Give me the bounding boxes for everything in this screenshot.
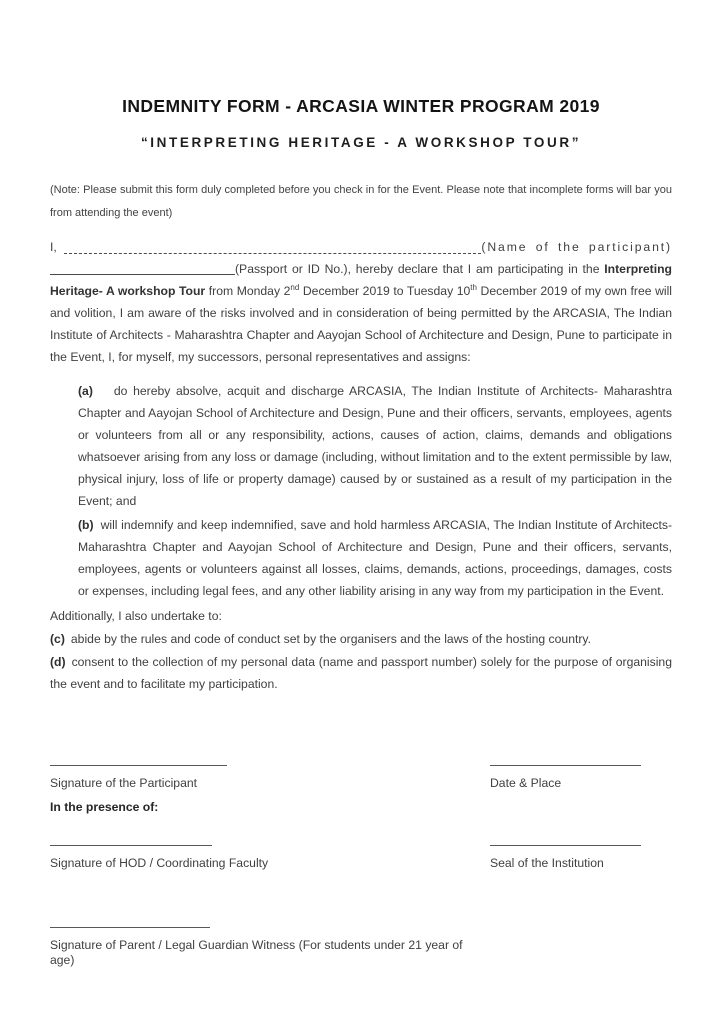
- event-name-text: Interpreting Heritage- A workshop Tour: [50, 261, 672, 298]
- clause-b: [78, 514, 672, 602]
- signature-row-1: [50, 765, 672, 814]
- clause-c-label: (c): [50, 631, 65, 646]
- ordinal-superscript-th: th: [470, 282, 477, 292]
- hod-signature-block: [50, 845, 490, 871]
- participant-signature-block: [50, 765, 490, 814]
- hod-signature-line[interactable]: [50, 845, 212, 846]
- clause-a-label: (a): [78, 383, 93, 398]
- ordinal-superscript-nd: nd: [290, 282, 300, 292]
- signature-row-2: [50, 845, 672, 871]
- declaration-paragraph: [50, 236, 672, 368]
- guardian-signature-label: Signature of Parent / Legal Guardian Witness (For students under 21 year of age): [50, 937, 463, 967]
- page-subtitle: “INTERPRETING HERITAGE - A WORKSHOP TOUR”: [140, 134, 582, 150]
- clause-b-text: will indemnify and keep indemnified, save and hold harmless ARCASIA, The Indian Institute of Architects- Maharashtra Chapter and Aayojan School of Architecture and Design, Pune and their officers, servants, employees, agents or volunteers against all losses, claims, demands, actions, proceedings, damages, costs or expenses, including legal fees, and any other liability arising in any way from my participation in the Event.: [78, 517, 672, 598]
- signature-section: [50, 765, 672, 967]
- participant-signature-label: Signature of the Participant: [50, 775, 198, 790]
- date-run-1-text: from Monday 2: [205, 283, 291, 298]
- clause-d-text: consent to the collection of my personal data (name and passport number) solely for the purpose of organising the event and to facilitate my participation.: [50, 654, 672, 691]
- clause-d: [50, 651, 672, 695]
- declaration-body: [50, 258, 672, 368]
- clause-b-label: (b): [78, 517, 94, 532]
- additional-intro: Additionally, I also undertake to:: [50, 608, 222, 623]
- seal-block: [490, 845, 672, 871]
- name-line: [50, 236, 672, 258]
- participant-name-field[interactable]: [64, 236, 482, 254]
- closing-run-text: December 2019 of my own free will and volition, I am aware of the risks involved and in consideration of being permitted by the ARCASIA, The Indian Institute of Architects - Maharashtra Chapter and Aayojan School of Architecture and Design, Pune to participate in the Event, I, for myself, my successors, personal representatives and assigns:: [50, 283, 672, 364]
- participant-signature-line[interactable]: [50, 765, 227, 766]
- passport-run-text: (Passport or ID No.), hereby declare that I am participating in the: [235, 261, 605, 276]
- guardian-signature-block: [50, 927, 490, 967]
- signature-row-3: [50, 927, 672, 967]
- clause-d-label: (d): [50, 654, 66, 669]
- presence-label: In the presence of:: [50, 799, 159, 814]
- date-place-block: [490, 765, 672, 814]
- declaration-prefix: I,: [50, 239, 57, 254]
- date-run-2-text: December 2019 to Tuesday 10: [299, 283, 471, 298]
- date-place-line[interactable]: [490, 765, 641, 766]
- note-text: (Note: Please submit this form duly completed before you check in for the Event. Please note that incomplete forms will bar you from attending the event): [50, 183, 672, 219]
- passport-id-field[interactable]: [50, 262, 235, 275]
- clause-c: [50, 628, 672, 650]
- guardian-signature-line[interactable]: [50, 927, 210, 928]
- name-field-label: (Name of the participant): [481, 239, 672, 254]
- date-place-label: Date & Place: [490, 775, 562, 790]
- clause-a: [78, 380, 672, 512]
- institution-seal-label: Seal of the Institution: [490, 856, 604, 871]
- clause-a-text: do hereby absolve, acquit and discharge ARCASIA, The Indian Institute of Architects- Maharashtra Chapter and Aayojan School of Architecture and Design, Pune and their officers, servants, employees, agents or volunteers from all or any responsibility, actions, causes of action, claims, demands and obligations whatsoever arising from any loss or damage (including, without limitation and to the extent permissible by law, physical injury, loss of life or property damage) caused by or sustained as a result of my participation in the Event; and: [78, 383, 672, 508]
- institution-seal-line[interactable]: [490, 845, 641, 846]
- clause-c-text: abide by the rules and code of conduct set by the organisers and the laws of the hosting country.: [70, 631, 592, 646]
- page-title: INDEMNITY FORM - ARCASIA WINTER PROGRAM 2019: [122, 96, 600, 116]
- hod-signature-label: Signature of HOD / Coordinating Faculty: [50, 856, 269, 871]
